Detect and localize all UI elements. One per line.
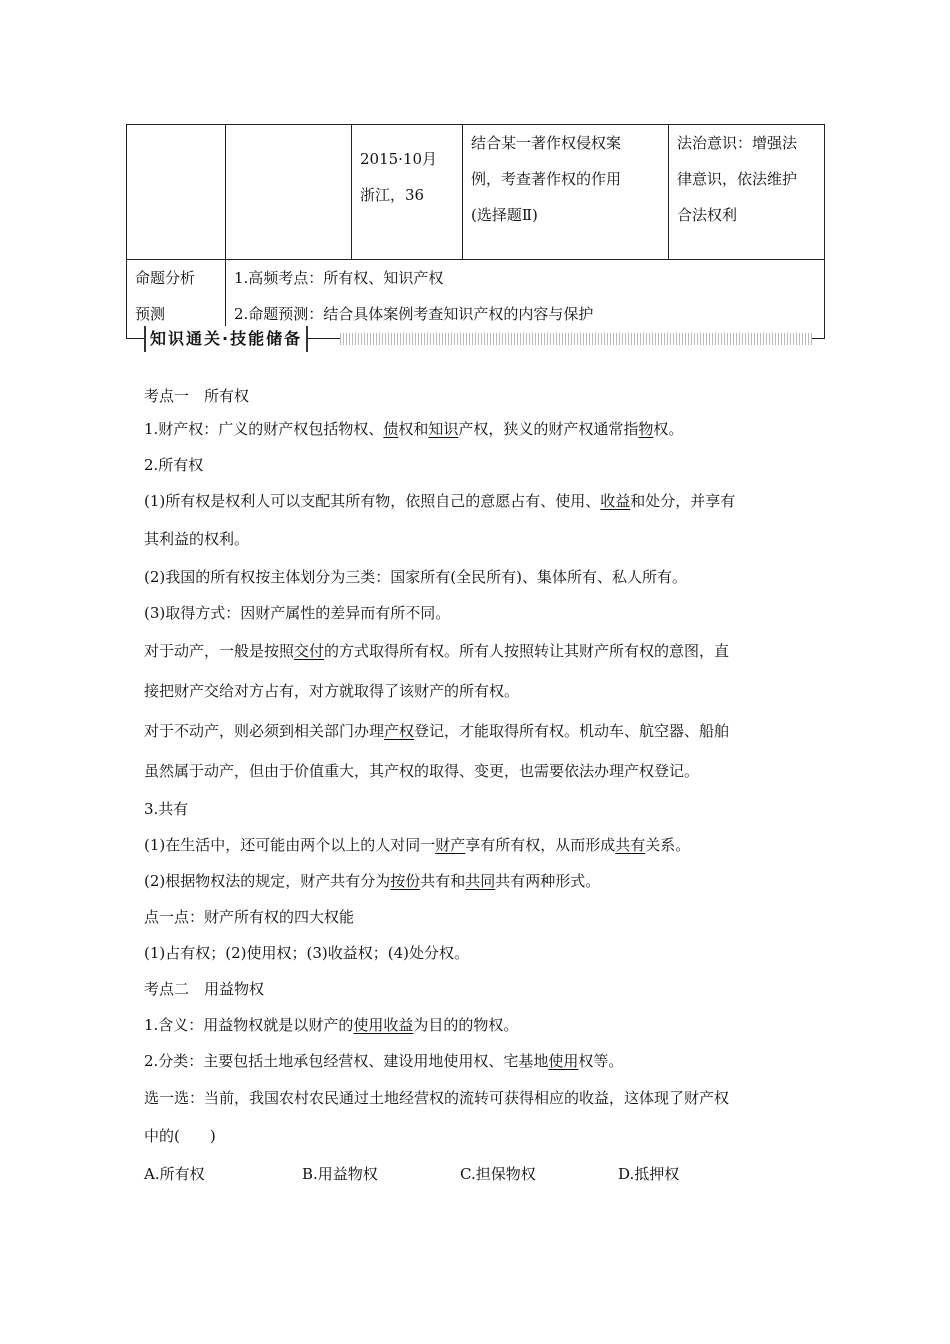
paragraph: (3)取得方式：因财产属性的差异而有所不同。 (144, 604, 451, 622)
cell-text: 1.高频考点：所有权、知识产权 (234, 269, 444, 287)
table-cell-year (352, 125, 463, 260)
underlined-blank: 知识 (428, 420, 459, 438)
paragraph: 虽然属于动产，但由于价值重大，其产权的取得、变更，也需要依法办理产权登记。 (144, 762, 700, 780)
paragraph: 点一点：财产所有权的四大权能 (144, 908, 355, 926)
underlined-blank: 共同 (465, 872, 496, 890)
paragraph: (2)我国的所有权按主体划分为三类：国家所有(全民所有)、集体所有、私人所有。 (144, 568, 687, 586)
section-banner-title: 知识通关·技能储备 (144, 326, 308, 352)
option-c[interactable]: C.担保物权 (460, 1165, 536, 1183)
underlined-blank: 财产 (435, 836, 466, 854)
cell-text: 合法权利 (677, 206, 738, 224)
underlined-blank: 按份 (390, 872, 421, 890)
paragraph: 1.财产权：广义的财产权包括物权、债权和知识产权，狭义的财产权通常指物权。 (144, 420, 684, 438)
banner-decoration (340, 333, 812, 345)
cell-text: 结合某一著作权侵权案 (471, 134, 622, 152)
paragraph: 2.分类：主要包括土地承包经营权、建设用地使用权、宅基地使用权等。 (144, 1052, 624, 1070)
table-cell-empty (226, 125, 352, 260)
cell-text: 命题分析 (135, 269, 196, 287)
underlined-blank: 债 (383, 420, 399, 438)
underlined-blank: 共有 (615, 836, 646, 854)
cell-text: 例，考查著作权的作用 (471, 170, 622, 188)
section-banner (144, 326, 812, 352)
section-heading: 考点一 所有权 (144, 387, 250, 405)
option-d[interactable]: D.抵押权 (618, 1165, 680, 1183)
study-content (144, 382, 814, 1193)
paragraph: (1)在生活中，还可能由两个以上的人对同一财产享有所有权，从而形成共有关系。 (144, 836, 691, 854)
cell-text: (选择题Ⅱ) (471, 206, 538, 224)
table-cell-competency (669, 125, 825, 260)
paragraph: 对于不动产，则必须到相关部门办理产权登记，才能取得所有权。机动车、航空器、船舶 (144, 722, 730, 740)
paragraph: 对于动产，一般是按照交付的方式取得所有权。所有人按照转让其财产所有权的意图，直 (144, 642, 730, 660)
underlined-blank: 交付 (294, 642, 325, 660)
paragraph: 1.含义：用益物权就是以财产的使用收益为目的的物权。 (144, 1016, 519, 1034)
cell-text: 律意识，依法维护 (677, 170, 798, 188)
cell-text: 2.命题预测：结合具体案例考查知识产权的内容与保护 (234, 305, 594, 323)
underlined-blank: 产权 (384, 722, 415, 740)
underlined-blank: 使用收益 (353, 1016, 414, 1034)
option-b[interactable]: B.用益物权 (302, 1165, 378, 1183)
option-a[interactable]: A.所有权 (144, 1165, 205, 1183)
underlined-blank: 使用 (548, 1052, 579, 1070)
paragraph: 2.所有权 (144, 456, 204, 474)
underlined-blank: 收益 (600, 492, 631, 510)
cell-text: 2015·10月 (360, 150, 438, 168)
table-row (127, 125, 825, 260)
answer-options (144, 1155, 814, 1193)
paragraph: (1)所有权是权利人可以支配其所有物，依照自己的意愿占有、使用、收益和处分，并享有 (144, 492, 736, 510)
cell-text: 预测 (135, 305, 166, 323)
table-cell-empty (127, 125, 226, 260)
paragraph: (1)占有权；(2)使用权；(3)收益权；(4)处分权。 (144, 944, 469, 962)
question-text: 选一选：当前，我国农村农民通过土地经营权的流转可获得相应的收益，这体现了财产权 (144, 1089, 730, 1107)
paragraph: 3.共有 (144, 800, 189, 818)
table-cell-description (463, 125, 669, 260)
paragraph: 接把财产交给对方占有，对方就取得了该财产的所有权。 (144, 682, 520, 700)
section-heading: 考点二 用益物权 (144, 980, 265, 998)
exam-analysis-table (126, 124, 825, 339)
paragraph: 其利益的权利。 (144, 530, 250, 548)
paragraph: (2)根据物权法的规定，财产共有分为按份共有和共同共有两种形式。 (144, 872, 601, 890)
cell-text: 浙江，36 (360, 186, 425, 204)
cell-text: 法治意识：增强法 (677, 134, 798, 152)
underlined-blank: 物 (638, 420, 654, 438)
question-text: 中的( ) (144, 1127, 216, 1145)
